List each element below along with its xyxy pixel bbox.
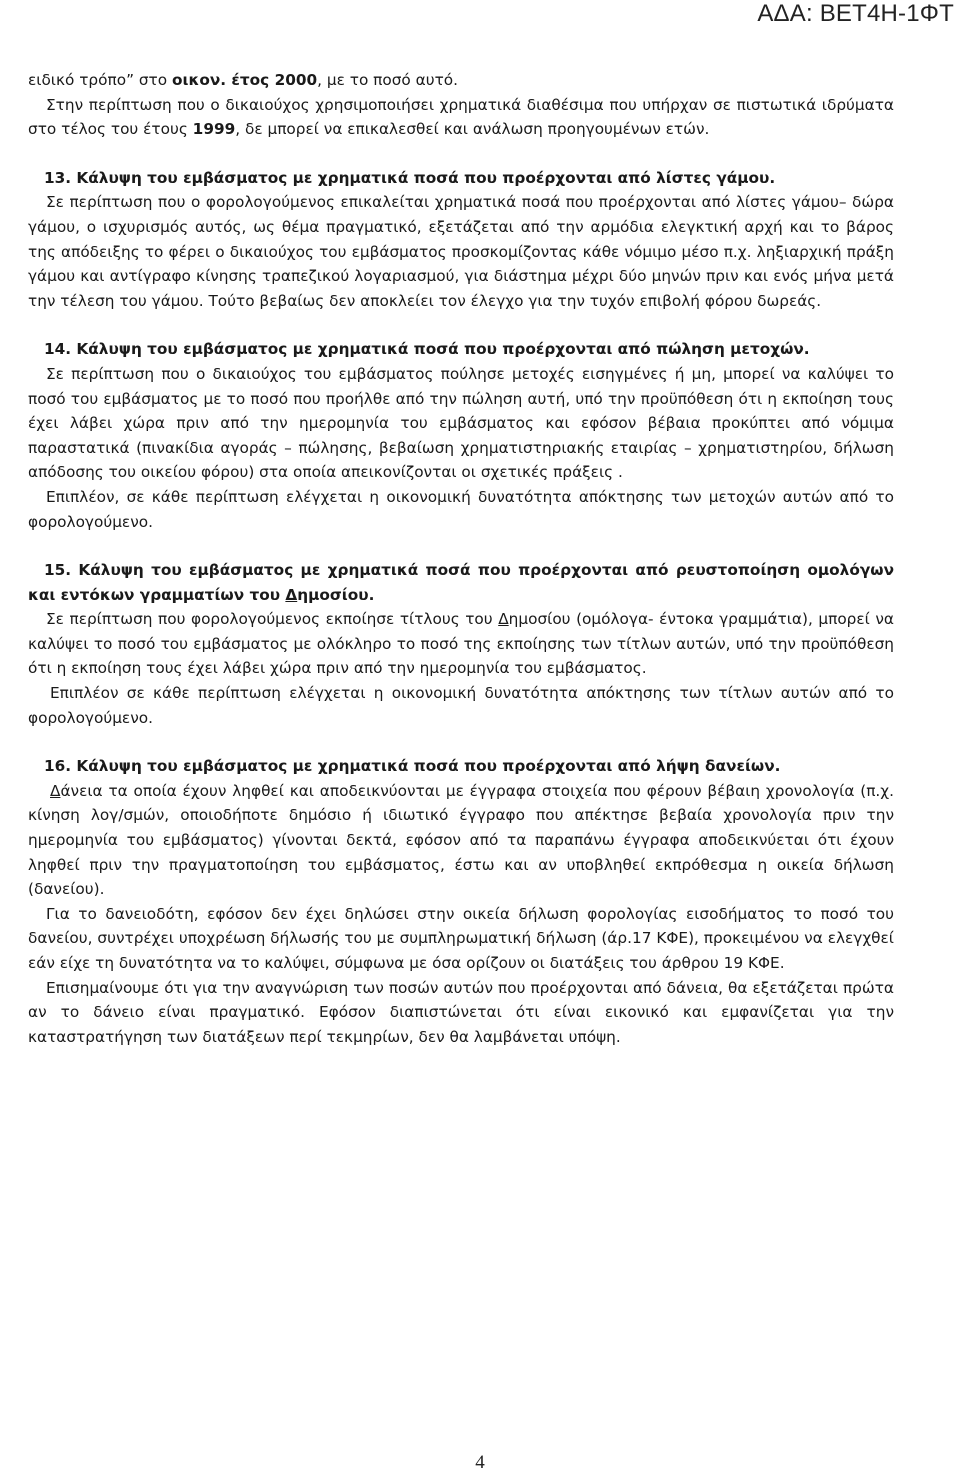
- intro-paragraph-year: 1999: [192, 120, 236, 139]
- document-body: [28, 68, 894, 1049]
- intro-line-post: , με το ποσό αυτό.: [317, 71, 459, 89]
- section-14-heading-text: 14. Κάλυψη του εμβάσματος με χρηματικά ποσά που προέρχονται από πώληση μετοχών.: [44, 340, 810, 359]
- intro-line: [28, 68, 894, 93]
- section-15-heading-post: ημοσίου.: [297, 585, 375, 604]
- intro-line-bold: οικον. έτος 2000: [171, 71, 318, 89]
- section-15-paragraph-1: [28, 607, 894, 681]
- section-16-paragraph-1-underlined: Δ: [50, 781, 61, 800]
- section-16-heading: [28, 754, 894, 779]
- section-15-heading: [28, 558, 894, 607]
- section-13-heading: [28, 166, 894, 191]
- section-14-paragraph-2: Επιπλέον, σε κάθε περίπτωση ελέγχεται η οικονομική δυνατότητα απόκτησης των μετοχών αυτών από το φορολογούμενο.: [28, 487, 894, 531]
- section-14-paragraph-1: Σε περίπτωση που ο δικαιούχος του εμβάσματος πούλησε μετοχές εισηγμένες ή μη, μπορεί να καλύψει το ποσό του εμβάσματος με το ποσό που προήλθε από την πώληση αυτή, υπό την προϋπόθεση ότι η εκποίηση τους έχει λάβει χώρα πριν από την ημερομηνία του εμβάσματος και εφόσον βέβαια προκύπτει από νόμιμα παραστατικά (πινακίδια αγοράς – πώλησης, βεβαίωση χρηματιστηριακής εταιρίας – χρηματιστηρίου, δήλωση απόδοσης του οικείου φόρου) στα οποία απεικονίζονται οι σχετικές πράξεις .: [28, 364, 894, 482]
- section-15-paragraph-1-underlined: Δ: [498, 610, 509, 629]
- intro-line-pre: ειδικό τρόπο” στο: [28, 71, 172, 89]
- section-15-paragraph-1-post: ημοσίου (ομόλογα- έντοκα γραμμάτια), μπορεί να καλύψει το ποσό του εμβάσματος με ολόκληρο το ποσό της εκποίησης των τίτλων αυτών, υπό την προϋπόθεση ότι η εκποίηση τους έχει λάβει χώρα πριν από την ημερομηνία του εμβάσματος.: [28, 610, 895, 678]
- ada-code: ΑΔΑ: ΒΕΤ4Η-1ΦΤ: [757, 0, 954, 27]
- section-13-paragraph: Σε περίπτωση που ο φορολογούμενος επικαλείται χρηματικά ποσά που προέρχονται από λίστες γάμου– δώρα γάμου, ο ισχυρισμός αυτός, ως θέμα πραγματικό, εξετάζεται από την αρμόδια ελεγκτική αρχή και το βάρος της απόδειξης το φέρει ο δικαιούχος του εμβάσματος προσκομίζοντας κάθε νόμιμο μέσο π.χ. ληξιαρχική πράξη γάμου και αντίγραφο κίνησης τραπεζικού λογαριασμού, για διάστημα μέχρι δύο μηνών πριν και ενός μήνα μετά την τέλεση του γάμου. Τούτο βεβαίως δεν αποκλείει τον έλεγχο για την τυχόν επιβολή φόρου δωρεάς.: [28, 193, 894, 310]
- section-14-heading: [28, 337, 894, 362]
- section-15-paragraph-2: Επιπλέον σε κάθε περίπτωση ελέγχεται η οικονομική δυνατότητα απόκτησης των τίτλων αυτών από το φορολογούμενο.: [28, 684, 894, 727]
- section-16-paragraph-1-rest: άνεια τα οποία έχουν ληφθεί και αποδεικνύονται με έγγραφα στοιχεία που φέρουν βέβαιη χρονολογία (π.χ. κίνηση λογ/σμών, οποιοδήποτε δημόσιο ή ιδιωτικό έγγραφο που απέκτησε βεβαία χρονολογία πριν την ημερομηνία του εμβάσματος) γίνονται δεκτά, εφόσον από τα παραπάνω έγγραφα αποδεικνύεται ότι έχουν ληφθεί πριν την πραγματοποίηση του εμβάσματος, έστω και αν υποβληθεί εκπρόθεσμα η οικεία δήλωση (δανείου).: [28, 781, 894, 899]
- section-15-heading-underlined: Δ: [285, 585, 298, 604]
- page-number: 4: [475, 1452, 485, 1473]
- section-16-paragraph-1: [28, 779, 894, 902]
- intro-paragraph-pre: Στην περίπτωση που ο δικαιούχος χρησιμοποιήσει χρηματικά διαθέσιμα που υπήρχαν σε πιστωτικά ιδρύματα στο τέλος του έτους: [28, 95, 894, 139]
- section-13-heading-text: 13. Κάλυψη του εμβάσματος με χρηματικά ποσά που προέρχονται από λίστες γάμου.: [44, 168, 776, 187]
- section-16-heading-text: 16. Κάλυψη του εμβάσματος με χρηματικά ποσά που προέρχονται από λήψη δανείων.: [44, 757, 781, 776]
- section-15-paragraph-1-pre: Σε περίπτωση που φορολογούμενος εκποίησε τίτλους του: [46, 610, 499, 629]
- section-15-heading-pre: 15. Κάλυψη του εμβάσματος με χρηματικά ποσά που προέρχονται από ρευστοποίηση ομολόγων και εντόκων γραμματίων του: [28, 561, 894, 604]
- section-16-paragraph-3: Επισημαίνουμε ότι για την αναγνώριση των ποσών αυτών που προέρχονται από δάνεια, θα εξετάζεται πρώτα αν το δάνειο είναι πραγματικό. Εφόσον διαπιστώνεται ότι είναι εικονικό και εμφανίζεται για την καταστρατήγηση των διατάξεων περί τεκμηρίων, δεν θα λαμβάνεται υπόψη.: [28, 978, 894, 1046]
- section-16-paragraph-2: Για το δανειοδότη, εφόσον δεν έχει δηλώσει στην οικεία δήλωση φορολογίας εισοδήματος το ποσό του δανείου, συντρέχει υποχρέωση δήλωσής του με συμπληρωματική δήλωση (άρ.17 ΚΦΕ), προκειμένου να ελεγχθεί εάν είχε τη δυνατότητα να το καλύψει, σύμφωνα με όσα ορίζουν οι διατάξεις του άρθρου 19 ΚΦΕ.: [28, 904, 894, 972]
- intro-paragraph-post: , δε μπορεί να επικαλεσθεί και ανάλωση προηγουμένων ετών.: [235, 120, 710, 139]
- intro-paragraph: [28, 93, 894, 142]
